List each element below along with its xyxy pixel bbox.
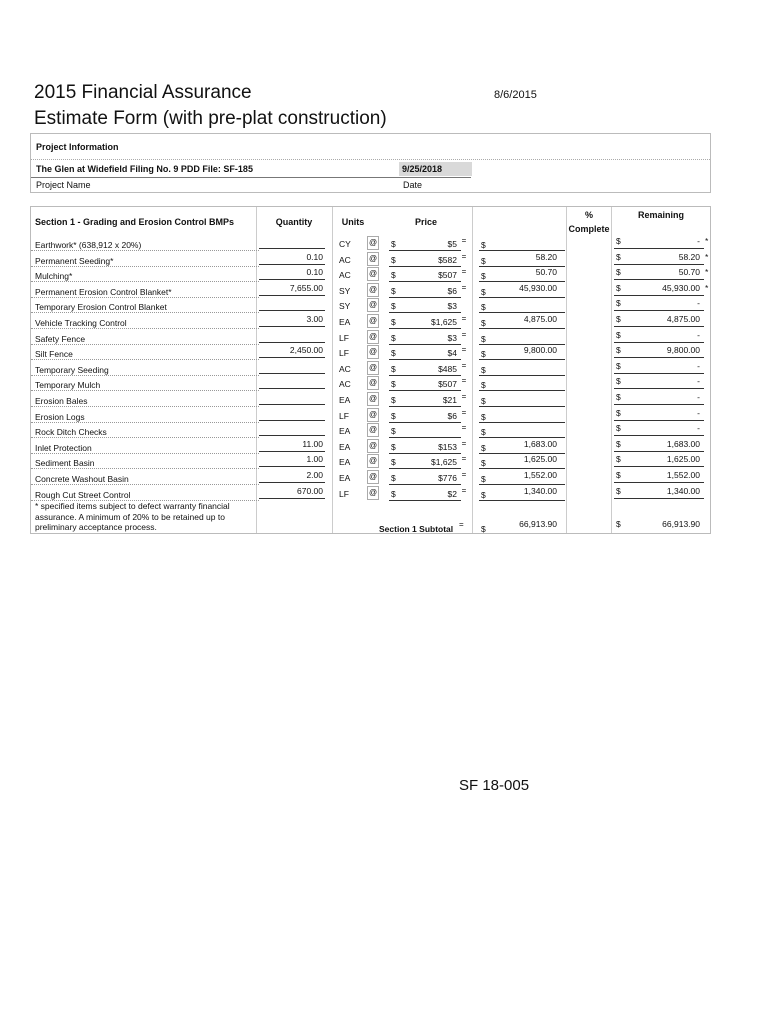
quantity-field[interactable]: 7,655.00	[289, 282, 323, 293]
equals-sign: =	[461, 329, 467, 339]
at-sign: @	[367, 298, 379, 312]
underline	[614, 342, 704, 343]
underline	[259, 326, 325, 327]
at-sign: @	[367, 314, 379, 328]
price-dollar-sign: $	[391, 379, 396, 390]
underline	[614, 482, 704, 483]
underline	[259, 279, 325, 280]
remaining-value: 1,625.00	[666, 454, 700, 465]
unit-label: LF	[339, 332, 349, 343]
underline	[614, 295, 704, 296]
table-row	[31, 282, 712, 298]
unit-label: CY	[339, 239, 351, 249]
underline	[614, 388, 704, 389]
asterisk-marker: *	[705, 236, 709, 246]
unit-label: EA	[339, 395, 351, 405]
remaining-value: -	[697, 329, 700, 340]
underline	[259, 420, 325, 421]
unit-price: $21	[442, 395, 457, 405]
table-row	[31, 313, 712, 329]
unit-label: EA	[339, 473, 351, 483]
amount-dollar-sign: $	[481, 411, 486, 422]
remaining-value: 4,875.00	[666, 314, 700, 324]
price-dollar-sign: $	[391, 410, 396, 421]
unit-price: $1,625	[431, 317, 457, 327]
underline	[614, 310, 704, 311]
underline	[259, 295, 325, 296]
price-header: Price	[414, 217, 438, 227]
underline	[259, 342, 325, 343]
percent-header: %	[584, 210, 593, 220]
remaining-dollar-sign: $	[616, 345, 621, 356]
remaining-value: -	[697, 407, 700, 418]
remaining-value: 45,930.00	[662, 282, 700, 293]
equals-sign: =	[461, 470, 467, 479]
remaining-dollar-sign: $	[616, 407, 621, 418]
price-dollar-sign: $	[391, 395, 396, 405]
remaining-value: -	[697, 423, 700, 434]
unit-label: AC	[339, 379, 351, 390]
project-date-value[interactable]: 9/25/2018	[399, 162, 472, 176]
underline	[614, 373, 704, 374]
quantity-field[interactable]: 1.00	[306, 454, 323, 465]
remaining-dollar-sign: $	[616, 329, 621, 340]
underline	[259, 498, 325, 499]
remaining-value: -	[697, 298, 700, 309]
row-description: Temporary Erosion Control Blanket	[35, 302, 167, 313]
underline	[614, 279, 704, 280]
amount-value: 1,552.00	[523, 470, 557, 480]
amount-dollar-sign: $	[481, 333, 486, 344]
underline	[614, 326, 704, 327]
at-sign: @	[367, 361, 379, 375]
remaining-value: 1,552.00	[666, 470, 700, 480]
amount-value: 1,625.00	[523, 454, 557, 465]
row-description: Inlet Protection	[35, 442, 92, 453]
unit-price: $3	[447, 301, 457, 312]
unit-price: $6	[447, 285, 457, 296]
unit-label: AC	[339, 363, 351, 374]
equals-sign: =	[461, 360, 467, 370]
price-dollar-sign: $	[391, 488, 396, 499]
section-header: Section 1 - Grading and Erosion Control BMPs	[35, 217, 235, 227]
amount-value: 9,800.00	[523, 345, 557, 356]
unit-label: AC	[339, 270, 351, 281]
row-description: Rock Ditch Checks	[35, 427, 107, 438]
at-sign: @	[367, 236, 379, 250]
quantity-field[interactable]: 0.10	[306, 267, 323, 278]
at-sign: @	[367, 454, 379, 468]
amount-dollar-sign: $	[481, 240, 486, 250]
price-dollar-sign: $	[391, 363, 396, 374]
table-row	[31, 235, 712, 251]
remaining-dollar-sign: $	[616, 314, 621, 324]
unit-label: LF	[339, 410, 349, 421]
remaining-dollar-sign: $	[616, 298, 621, 309]
amount-dollar-sign: $	[481, 396, 486, 406]
unit-price: $1,625	[431, 457, 457, 468]
footnote: * specified items subject to defect warranty financial assurance. A minimum of 20% to be retained up to preliminary acceptance process.	[35, 501, 230, 532]
row-description: Silt Fence	[35, 349, 73, 360]
quantity-header: Quantity	[275, 217, 313, 227]
quantity-field[interactable]: 11.00	[302, 438, 323, 449]
asterisk-marker: *	[705, 282, 709, 293]
at-sign: @	[367, 267, 379, 281]
amount-dollar-sign: $	[481, 474, 486, 484]
row-description: Vehicle Tracking Control	[35, 318, 127, 328]
subtotal-amount: 66,913.90	[519, 519, 557, 529]
amount-dollar-sign: $	[481, 318, 486, 328]
table-row	[31, 344, 712, 360]
estimate-table	[30, 206, 711, 534]
remaining-dollar-sign: $	[616, 423, 621, 434]
underline	[614, 404, 704, 405]
subtotal-dollar-sign: $	[481, 524, 486, 534]
divider	[31, 177, 471, 178]
at-sign: @	[367, 252, 379, 266]
row-description: Sediment Basin	[35, 458, 95, 469]
underline	[389, 500, 461, 501]
unit-label: AC	[339, 254, 351, 265]
amount-dollar-sign: $	[481, 427, 486, 438]
subtotal-equals: =	[459, 520, 464, 529]
underline	[614, 466, 704, 467]
amount-dollar-sign: $	[481, 302, 486, 313]
asterisk-marker: *	[705, 267, 709, 278]
amount-dollar-sign: $	[481, 364, 486, 375]
price-dollar-sign: $	[391, 317, 396, 327]
equals-sign: =	[461, 376, 467, 386]
quantity-field[interactable]: 0.10	[306, 251, 323, 262]
table-row	[31, 360, 712, 376]
quantity-field[interactable]: 3.00	[306, 314, 323, 324]
equals-sign: =	[461, 454, 467, 464]
unit-price: $485	[438, 363, 457, 374]
remaining-value: 9,800.00	[666, 345, 700, 356]
form-title-line2: Estimate Form (with pre-plat construction)	[34, 108, 387, 129]
remaining-value: 1,340.00	[666, 485, 700, 496]
at-sign: @	[367, 330, 379, 344]
unit-price: $2	[447, 488, 457, 499]
amount-dollar-sign: $	[481, 255, 486, 266]
amount-value: 58.20	[535, 251, 557, 262]
asterisk-marker: *	[705, 251, 709, 262]
unit-price: $153	[438, 441, 457, 452]
unit-price: $507	[438, 270, 457, 281]
amount-dollar-sign: $	[481, 349, 486, 360]
row-description: Concrete Washout Basin	[35, 474, 129, 484]
underline	[259, 388, 325, 389]
table-row	[31, 375, 712, 391]
remaining-value: -	[697, 236, 700, 246]
unit-label: LF	[339, 488, 349, 499]
unit-label: EA	[339, 317, 351, 327]
remaining-dollar-sign: $	[616, 376, 621, 387]
row-description: Earthwork* (638,912 x 20%)	[35, 240, 142, 250]
table-row	[31, 485, 712, 501]
price-dollar-sign: $	[391, 426, 396, 437]
form-title-line1: 2015 Financial Assurance	[34, 82, 252, 103]
remaining-dollar-sign: $	[616, 360, 621, 371]
remaining-dollar-sign: $	[616, 438, 621, 449]
unit-price: $507	[438, 379, 457, 390]
equals-sign: =	[461, 485, 467, 495]
underline	[259, 310, 325, 311]
remaining-value: 50.70	[678, 267, 700, 278]
amount-dollar-sign: $	[481, 458, 486, 469]
unit-price: $6	[447, 410, 457, 421]
price-dollar-sign: $	[391, 457, 396, 468]
equals-sign: =	[461, 345, 467, 355]
price-dollar-sign: $	[391, 473, 396, 483]
remaining-dollar-sign: $	[616, 267, 621, 278]
price-dollar-sign: $	[391, 441, 396, 452]
at-sign: @	[367, 486, 379, 500]
equals-sign: =	[461, 282, 467, 292]
at-sign: @	[367, 392, 379, 406]
subtotal-remaining-dollar-sign: $	[616, 519, 621, 529]
table-row	[31, 297, 712, 313]
table-row	[31, 266, 712, 282]
underline	[614, 498, 704, 499]
row-description: Mulching*	[35, 271, 73, 282]
unit-price: $5	[447, 239, 457, 249]
unit-price: $4	[447, 348, 457, 359]
amount-dollar-sign: $	[481, 489, 486, 500]
table-row	[31, 422, 712, 438]
row-description: Permanent Erosion Control Blanket*	[35, 286, 172, 297]
remaining-header: Remaining	[637, 210, 684, 220]
price-dollar-sign: $	[391, 301, 396, 312]
equals-sign: =	[461, 251, 467, 261]
quantity-field[interactable]: 2.00	[306, 470, 323, 480]
remaining-dollar-sign: $	[616, 392, 621, 402]
price-dollar-sign: $	[391, 348, 396, 359]
equals-sign: =	[461, 392, 467, 401]
underline	[259, 248, 325, 249]
table-row	[31, 453, 712, 469]
remaining-dollar-sign: $	[616, 470, 621, 480]
at-sign: @	[367, 423, 379, 437]
amount-value: 4,875.00	[523, 314, 557, 324]
project-information-heading: Project Information	[36, 142, 119, 152]
equals-sign: =	[461, 236, 467, 245]
underline	[614, 357, 704, 358]
price-dollar-sign: $	[391, 270, 396, 281]
underline	[259, 373, 325, 374]
unit-price: $776	[438, 473, 457, 483]
unit-price: $3	[447, 332, 457, 343]
underline	[259, 264, 325, 265]
underline	[259, 357, 325, 358]
underline	[614, 248, 704, 249]
equals-sign: =	[461, 438, 467, 448]
price-dollar-sign: $	[391, 254, 396, 265]
remaining-value: 1,683.00	[666, 438, 700, 449]
underline	[259, 451, 325, 452]
at-sign: @	[367, 470, 379, 484]
equals-sign: =	[461, 423, 467, 433]
price-dollar-sign: $	[391, 332, 396, 343]
remaining-value: -	[697, 376, 700, 387]
amount-dollar-sign: $	[481, 286, 486, 297]
subtotal-label: Section 1 Subtotal	[379, 524, 454, 534]
remaining-dollar-sign: $	[616, 485, 621, 496]
amount-value: 1,683.00	[523, 438, 557, 449]
table-row	[31, 469, 712, 485]
amount-value: 1,340.00	[523, 485, 557, 496]
complete-header: Complete	[568, 224, 610, 234]
at-sign: @	[367, 439, 379, 453]
unit-price: $582	[438, 254, 457, 265]
remaining-dollar-sign: $	[616, 251, 621, 262]
remaining-value: -	[697, 360, 700, 371]
unit-label: SY	[339, 301, 351, 312]
underline	[614, 264, 704, 265]
amount-dollar-sign: $	[481, 271, 486, 282]
at-sign: @	[367, 345, 379, 359]
row-description: Rough Cut Street Control	[35, 489, 131, 500]
unit-label: EA	[339, 426, 351, 437]
equals-sign: =	[461, 267, 467, 277]
table-row	[31, 391, 712, 407]
units-header: Units	[341, 217, 365, 227]
underline	[259, 435, 325, 436]
equals-sign: =	[461, 407, 467, 417]
underline	[479, 500, 565, 501]
quantity-field[interactable]: 670.00	[297, 485, 323, 496]
form-number: SF 18-005	[459, 777, 530, 794]
remaining-dollar-sign: $	[616, 236, 621, 246]
unit-label: SY	[339, 285, 351, 296]
row-description: Temporary Seeding	[35, 364, 109, 375]
project-name-value[interactable]: The Glen at Widefield Filing No. 9 PDD File: SF-185	[36, 164, 253, 174]
row-description: Safety Fence	[35, 333, 86, 344]
divider	[31, 159, 710, 160]
project-information-box	[30, 133, 711, 193]
underline	[259, 404, 325, 405]
equals-sign: =	[461, 314, 467, 323]
price-dollar-sign: $	[391, 239, 396, 249]
price-dollar-sign: $	[391, 285, 396, 296]
form-date: 8/6/2015	[494, 89, 537, 101]
amount-value: 50.70	[535, 267, 557, 278]
row-description: Erosion Bales	[35, 396, 88, 406]
table-row	[31, 438, 712, 454]
table-row	[31, 329, 712, 345]
amount-dollar-sign: $	[481, 380, 486, 391]
row-description: Erosion Logs	[35, 411, 85, 422]
quantity-field[interactable]: 2,450.00	[289, 345, 323, 356]
unit-label: LF	[339, 348, 349, 359]
at-sign: @	[367, 283, 379, 297]
table-row	[31, 251, 712, 267]
underline	[259, 466, 325, 467]
at-sign: @	[367, 376, 379, 390]
underline	[614, 420, 704, 421]
unit-label: EA	[339, 441, 351, 452]
remaining-dollar-sign: $	[616, 454, 621, 465]
underline	[614, 435, 704, 436]
amount-value: 45,930.00	[519, 282, 557, 293]
unit-label: EA	[339, 457, 351, 468]
date-label: Date	[403, 180, 423, 190]
remaining-dollar-sign: $	[616, 282, 621, 293]
remaining-value: 58.20	[678, 251, 700, 262]
underline	[259, 482, 325, 483]
remaining-value: -	[697, 392, 700, 402]
underline	[614, 451, 704, 452]
table-row	[31, 407, 712, 423]
at-sign: @	[367, 408, 379, 422]
amount-dollar-sign: $	[481, 442, 486, 453]
project-name-label: Project Name	[36, 180, 91, 190]
row-description: Permanent Seeding*	[35, 255, 114, 266]
row-description: Temporary Mulch	[35, 380, 101, 391]
subtotal-remaining: 66,913.90	[662, 519, 700, 529]
